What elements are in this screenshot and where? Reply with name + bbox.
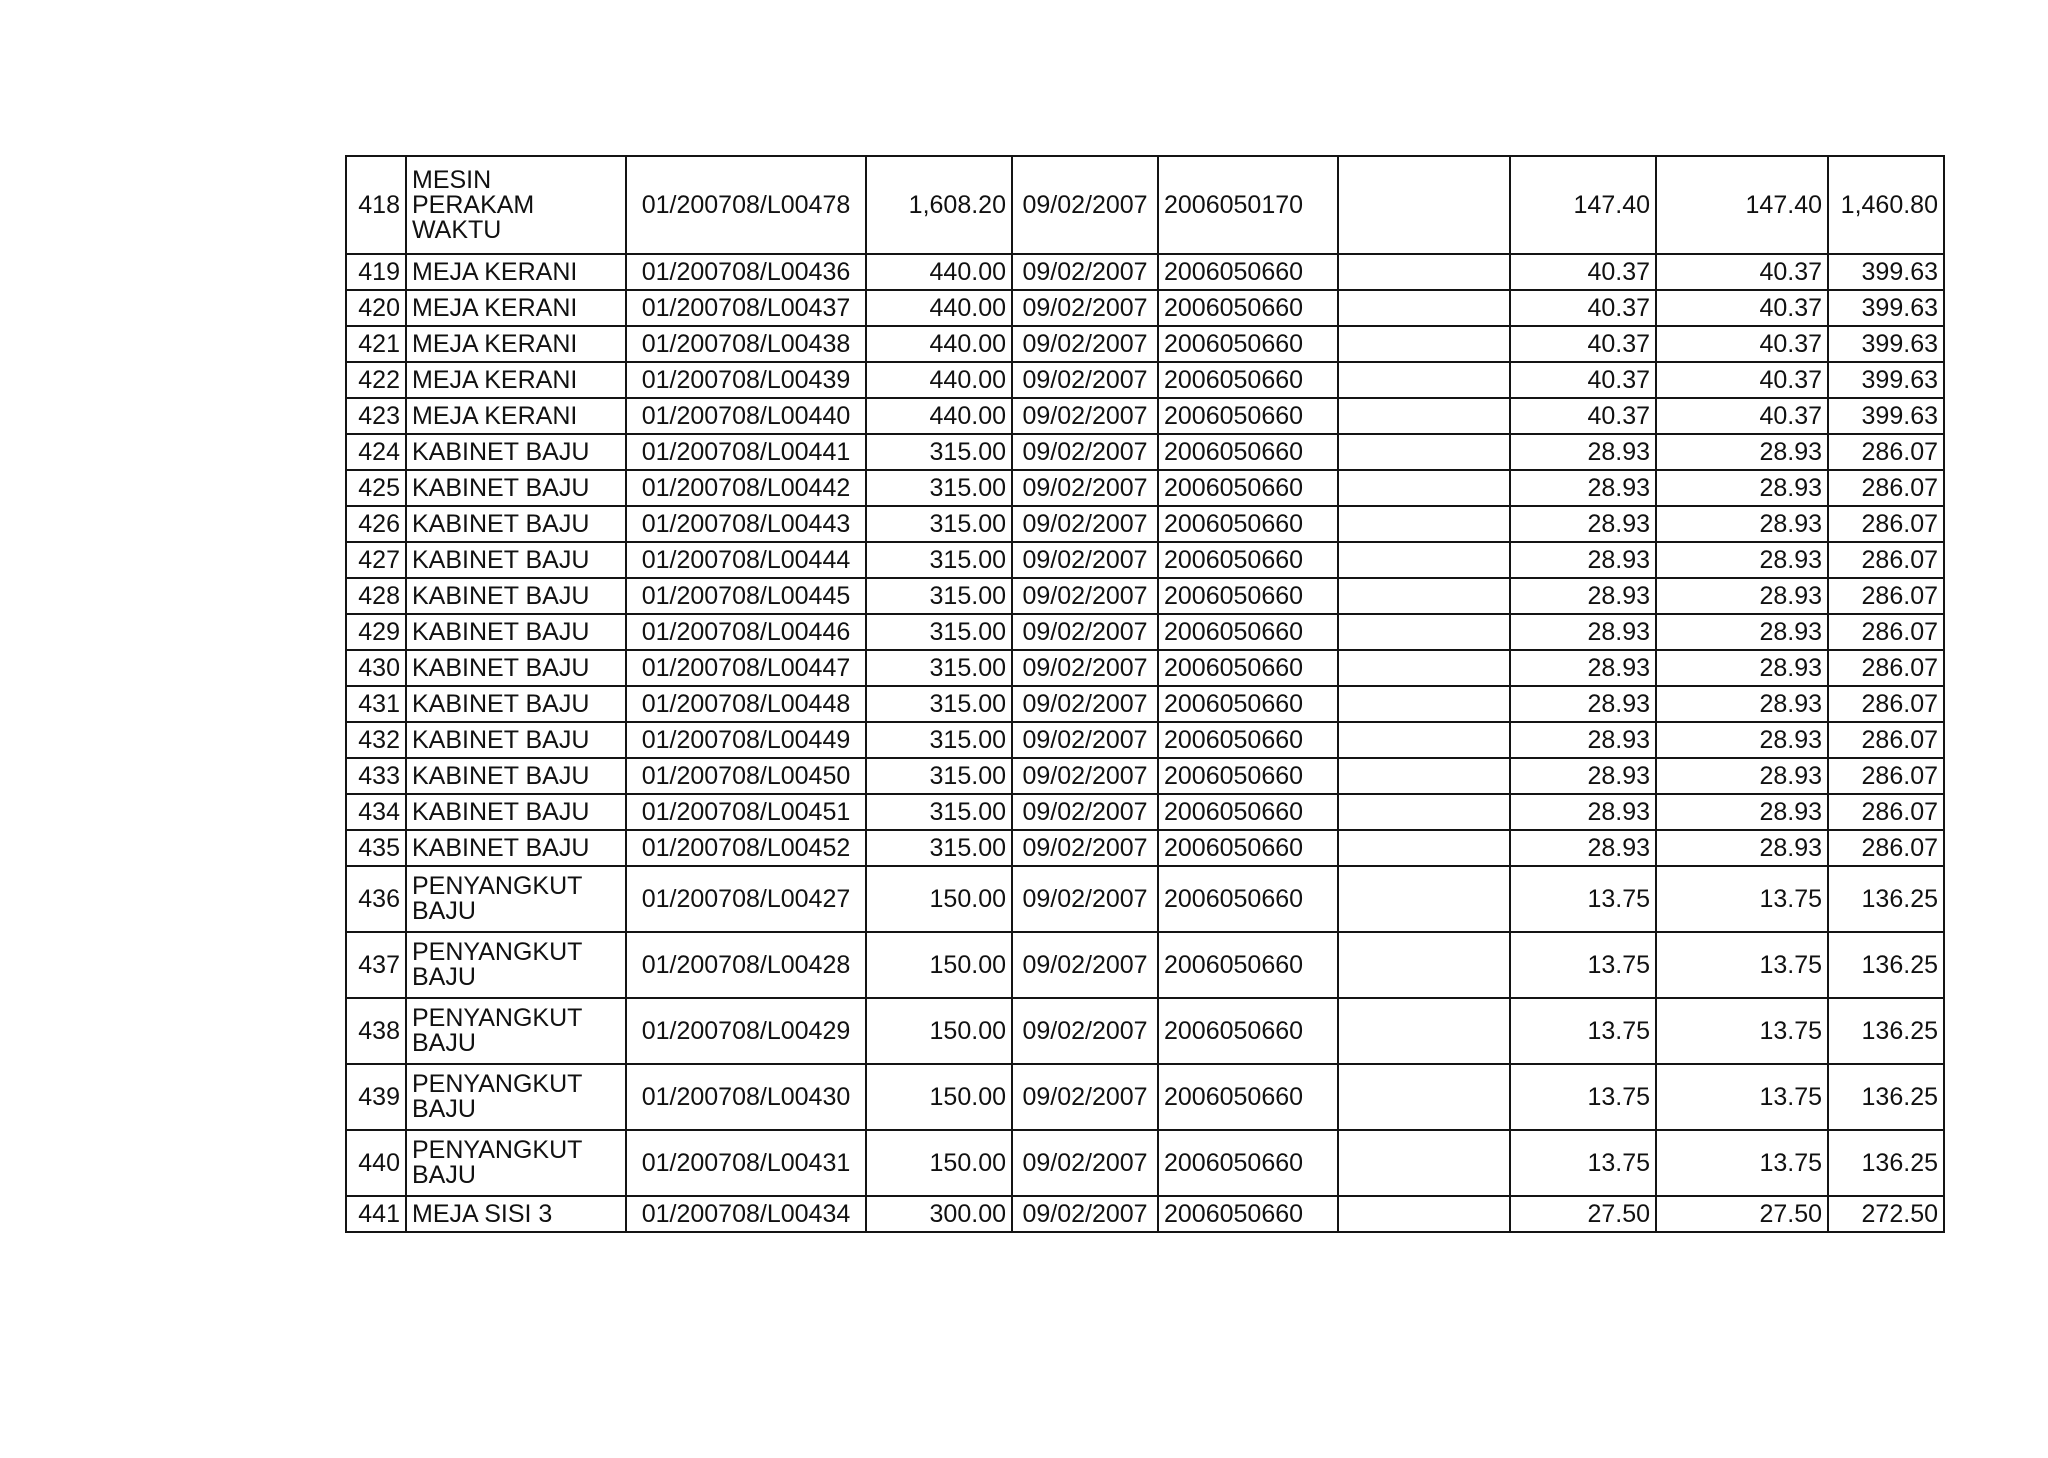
empty-cell bbox=[1338, 156, 1510, 254]
date-cell: 09/02/2007 bbox=[1012, 1130, 1158, 1196]
code-cell: 2006050660 bbox=[1158, 1130, 1338, 1196]
date-cell: 09/02/2007 bbox=[1012, 1064, 1158, 1130]
date-cell: 09/02/2007 bbox=[1012, 506, 1158, 542]
empty-cell bbox=[1338, 1196, 1510, 1232]
row-number-cell: 424 bbox=[346, 434, 406, 470]
accumulated-cell: 40.37 bbox=[1656, 326, 1828, 362]
item-description-cell: KABINET BAJU bbox=[406, 830, 626, 866]
depreciation-cell: 147.40 bbox=[1510, 156, 1656, 254]
empty-cell bbox=[1338, 686, 1510, 722]
accumulated-cell: 28.93 bbox=[1656, 686, 1828, 722]
reference-number-cell: 01/200708/L00439 bbox=[626, 362, 866, 398]
row-number-cell: 429 bbox=[346, 614, 406, 650]
reference-number-cell: 01/200708/L00436 bbox=[626, 254, 866, 290]
date-cell: 09/02/2007 bbox=[1012, 326, 1158, 362]
net-book-value-cell: 136.25 bbox=[1828, 998, 1944, 1064]
reference-number-cell: 01/200708/L00438 bbox=[626, 326, 866, 362]
accumulated-cell: 28.93 bbox=[1656, 794, 1828, 830]
date-cell: 09/02/2007 bbox=[1012, 542, 1158, 578]
row-number-cell: 432 bbox=[346, 722, 406, 758]
item-description-cell: MEJA KERANI bbox=[406, 362, 626, 398]
net-book-value-cell: 136.25 bbox=[1828, 866, 1944, 932]
row-number-cell: 433 bbox=[346, 758, 406, 794]
net-book-value-cell: 399.63 bbox=[1828, 290, 1944, 326]
row-number-cell: 437 bbox=[346, 932, 406, 998]
code-cell: 2006050660 bbox=[1158, 578, 1338, 614]
net-book-value-cell: 136.25 bbox=[1828, 1130, 1944, 1196]
net-book-value-cell: 286.07 bbox=[1828, 614, 1944, 650]
depreciation-cell: 27.50 bbox=[1510, 1196, 1656, 1232]
item-description-cell: KABINET BAJU bbox=[406, 686, 626, 722]
empty-cell bbox=[1338, 998, 1510, 1064]
net-book-value-cell: 399.63 bbox=[1828, 362, 1944, 398]
accumulated-cell: 28.93 bbox=[1656, 434, 1828, 470]
net-book-value-cell: 286.07 bbox=[1828, 686, 1944, 722]
cost-cell: 315.00 bbox=[866, 686, 1012, 722]
code-cell: 2006050660 bbox=[1158, 542, 1338, 578]
asset-register-table bbox=[345, 155, 1945, 1233]
depreciation-cell: 28.93 bbox=[1510, 506, 1656, 542]
cost-cell: 150.00 bbox=[866, 998, 1012, 1064]
item-description-cell: PENYANGKUT BAJU bbox=[406, 998, 626, 1064]
accumulated-cell: 147.40 bbox=[1656, 156, 1828, 254]
cost-cell: 440.00 bbox=[866, 326, 1012, 362]
reference-number-cell: 01/200708/L00451 bbox=[626, 794, 866, 830]
empty-cell bbox=[1338, 434, 1510, 470]
empty-cell bbox=[1338, 866, 1510, 932]
accumulated-cell: 40.37 bbox=[1656, 290, 1828, 326]
accumulated-cell: 40.37 bbox=[1656, 254, 1828, 290]
item-description-cell: KABINET BAJU bbox=[406, 506, 626, 542]
depreciation-cell: 28.93 bbox=[1510, 758, 1656, 794]
reference-number-cell: 01/200708/L00449 bbox=[626, 722, 866, 758]
table-row bbox=[346, 362, 1944, 398]
net-book-value-cell: 286.07 bbox=[1828, 758, 1944, 794]
depreciation-cell: 28.93 bbox=[1510, 614, 1656, 650]
cost-cell: 315.00 bbox=[866, 470, 1012, 506]
reference-number-cell: 01/200708/L00431 bbox=[626, 1130, 866, 1196]
empty-cell bbox=[1338, 506, 1510, 542]
table-row bbox=[346, 830, 1944, 866]
item-description-cell: KABINET BAJU bbox=[406, 794, 626, 830]
accumulated-cell: 40.37 bbox=[1656, 362, 1828, 398]
cost-cell: 440.00 bbox=[866, 362, 1012, 398]
table-row bbox=[346, 794, 1944, 830]
net-book-value-cell: 399.63 bbox=[1828, 398, 1944, 434]
cost-cell: 315.00 bbox=[866, 722, 1012, 758]
net-book-value-cell: 399.63 bbox=[1828, 326, 1944, 362]
table-row bbox=[346, 686, 1944, 722]
code-cell: 2006050660 bbox=[1158, 794, 1338, 830]
cost-cell: 440.00 bbox=[866, 398, 1012, 434]
date-cell: 09/02/2007 bbox=[1012, 758, 1158, 794]
empty-cell bbox=[1338, 722, 1510, 758]
code-cell: 2006050660 bbox=[1158, 1196, 1338, 1232]
date-cell: 09/02/2007 bbox=[1012, 1196, 1158, 1232]
cost-cell: 150.00 bbox=[866, 1130, 1012, 1196]
item-description-cell: MEJA KERANI bbox=[406, 398, 626, 434]
net-book-value-cell: 286.07 bbox=[1828, 578, 1944, 614]
cost-cell: 315.00 bbox=[866, 506, 1012, 542]
table-body bbox=[346, 156, 1944, 1232]
net-book-value-cell: 286.07 bbox=[1828, 830, 1944, 866]
depreciation-cell: 40.37 bbox=[1510, 362, 1656, 398]
code-cell: 2006050660 bbox=[1158, 650, 1338, 686]
empty-cell bbox=[1338, 542, 1510, 578]
empty-cell bbox=[1338, 614, 1510, 650]
depreciation-cell: 40.37 bbox=[1510, 254, 1656, 290]
depreciation-cell: 28.93 bbox=[1510, 686, 1656, 722]
table-row bbox=[346, 290, 1944, 326]
reference-number-cell: 01/200708/L00441 bbox=[626, 434, 866, 470]
net-book-value-cell: 286.07 bbox=[1828, 650, 1944, 686]
code-cell: 2006050660 bbox=[1158, 254, 1338, 290]
reference-number-cell: 01/200708/L00440 bbox=[626, 398, 866, 434]
net-book-value-cell: 286.07 bbox=[1828, 794, 1944, 830]
code-cell: 2006050660 bbox=[1158, 398, 1338, 434]
date-cell: 09/02/2007 bbox=[1012, 470, 1158, 506]
table-row bbox=[346, 1064, 1944, 1130]
code-cell: 2006050660 bbox=[1158, 470, 1338, 506]
cost-cell: 315.00 bbox=[866, 650, 1012, 686]
empty-cell bbox=[1338, 326, 1510, 362]
reference-number-cell: 01/200708/L00442 bbox=[626, 470, 866, 506]
empty-cell bbox=[1338, 1064, 1510, 1130]
accumulated-cell: 28.93 bbox=[1656, 542, 1828, 578]
item-description-cell: KABINET BAJU bbox=[406, 470, 626, 506]
table-row bbox=[346, 542, 1944, 578]
table-row bbox=[346, 998, 1944, 1064]
date-cell: 09/02/2007 bbox=[1012, 614, 1158, 650]
reference-number-cell: 01/200708/L00446 bbox=[626, 614, 866, 650]
accumulated-cell: 28.93 bbox=[1656, 650, 1828, 686]
row-number-cell: 436 bbox=[346, 866, 406, 932]
net-book-value-cell: 1,460.80 bbox=[1828, 156, 1944, 254]
accumulated-cell: 13.75 bbox=[1656, 998, 1828, 1064]
date-cell: 09/02/2007 bbox=[1012, 290, 1158, 326]
empty-cell bbox=[1338, 1130, 1510, 1196]
net-book-value-cell: 399.63 bbox=[1828, 254, 1944, 290]
table-row bbox=[346, 1130, 1944, 1196]
date-cell: 09/02/2007 bbox=[1012, 998, 1158, 1064]
table-row bbox=[346, 470, 1944, 506]
item-description-cell: MEJA KERANI bbox=[406, 254, 626, 290]
reference-number-cell: 01/200708/L00429 bbox=[626, 998, 866, 1064]
accumulated-cell: 28.93 bbox=[1656, 506, 1828, 542]
code-cell: 2006050660 bbox=[1158, 434, 1338, 470]
item-description-cell: MESIN PERAKAM WAKTU bbox=[406, 156, 626, 254]
date-cell: 09/02/2007 bbox=[1012, 362, 1158, 398]
table-row bbox=[346, 434, 1944, 470]
item-description-cell: PENYANGKUT BAJU bbox=[406, 1064, 626, 1130]
accumulated-cell: 13.75 bbox=[1656, 866, 1828, 932]
date-cell: 09/02/2007 bbox=[1012, 434, 1158, 470]
net-book-value-cell: 286.07 bbox=[1828, 542, 1944, 578]
item-description-cell: KABINET BAJU bbox=[406, 614, 626, 650]
net-book-value-cell: 286.07 bbox=[1828, 434, 1944, 470]
cost-cell: 150.00 bbox=[866, 1064, 1012, 1130]
net-book-value-cell: 286.07 bbox=[1828, 722, 1944, 758]
code-cell: 2006050660 bbox=[1158, 290, 1338, 326]
row-number-cell: 440 bbox=[346, 1130, 406, 1196]
cost-cell: 315.00 bbox=[866, 578, 1012, 614]
row-number-cell: 434 bbox=[346, 794, 406, 830]
code-cell: 2006050660 bbox=[1158, 362, 1338, 398]
reference-number-cell: 01/200708/L00478 bbox=[626, 156, 866, 254]
accumulated-cell: 28.93 bbox=[1656, 578, 1828, 614]
row-number-cell: 423 bbox=[346, 398, 406, 434]
empty-cell bbox=[1338, 578, 1510, 614]
accumulated-cell: 28.93 bbox=[1656, 830, 1828, 866]
cost-cell: 150.00 bbox=[866, 932, 1012, 998]
item-description-cell: KABINET BAJU bbox=[406, 650, 626, 686]
date-cell: 09/02/2007 bbox=[1012, 830, 1158, 866]
accumulated-cell: 28.93 bbox=[1656, 722, 1828, 758]
table-row bbox=[346, 614, 1944, 650]
date-cell: 09/02/2007 bbox=[1012, 578, 1158, 614]
depreciation-cell: 28.93 bbox=[1510, 542, 1656, 578]
depreciation-cell: 13.75 bbox=[1510, 1130, 1656, 1196]
reference-number-cell: 01/200708/L00430 bbox=[626, 1064, 866, 1130]
row-number-cell: 426 bbox=[346, 506, 406, 542]
empty-cell bbox=[1338, 830, 1510, 866]
item-description-cell: KABINET BAJU bbox=[406, 722, 626, 758]
empty-cell bbox=[1338, 794, 1510, 830]
row-number-cell: 439 bbox=[346, 1064, 406, 1130]
accumulated-cell: 27.50 bbox=[1656, 1196, 1828, 1232]
depreciation-cell: 13.75 bbox=[1510, 998, 1656, 1064]
net-book-value-cell: 136.25 bbox=[1828, 1064, 1944, 1130]
cost-cell: 440.00 bbox=[866, 290, 1012, 326]
item-description-cell: KABINET BAJU bbox=[406, 434, 626, 470]
depreciation-cell: 28.93 bbox=[1510, 722, 1656, 758]
depreciation-cell: 28.93 bbox=[1510, 434, 1656, 470]
accumulated-cell: 13.75 bbox=[1656, 1130, 1828, 1196]
date-cell: 09/02/2007 bbox=[1012, 866, 1158, 932]
table-row bbox=[346, 932, 1944, 998]
empty-cell bbox=[1338, 290, 1510, 326]
depreciation-cell: 13.75 bbox=[1510, 866, 1656, 932]
reference-number-cell: 01/200708/L00448 bbox=[626, 686, 866, 722]
row-number-cell: 430 bbox=[346, 650, 406, 686]
code-cell: 2006050660 bbox=[1158, 758, 1338, 794]
depreciation-cell: 28.93 bbox=[1510, 650, 1656, 686]
item-description-cell: PENYANGKUT BAJU bbox=[406, 1130, 626, 1196]
net-book-value-cell: 136.25 bbox=[1828, 932, 1944, 998]
row-number-cell: 421 bbox=[346, 326, 406, 362]
reference-number-cell: 01/200708/L00434 bbox=[626, 1196, 866, 1232]
accumulated-cell: 28.93 bbox=[1656, 470, 1828, 506]
code-cell: 2006050660 bbox=[1158, 326, 1338, 362]
reference-number-cell: 01/200708/L00450 bbox=[626, 758, 866, 794]
row-number-cell: 425 bbox=[346, 470, 406, 506]
table-row bbox=[346, 866, 1944, 932]
depreciation-cell: 28.93 bbox=[1510, 470, 1656, 506]
table-row bbox=[346, 398, 1944, 434]
date-cell: 09/02/2007 bbox=[1012, 398, 1158, 434]
reference-number-cell: 01/200708/L00444 bbox=[626, 542, 866, 578]
row-number-cell: 431 bbox=[346, 686, 406, 722]
cost-cell: 315.00 bbox=[866, 758, 1012, 794]
empty-cell bbox=[1338, 650, 1510, 686]
code-cell: 2006050660 bbox=[1158, 998, 1338, 1064]
code-cell: 2006050660 bbox=[1158, 686, 1338, 722]
item-description-cell: PENYANGKUT BAJU bbox=[406, 866, 626, 932]
code-cell: 2006050660 bbox=[1158, 932, 1338, 998]
item-description-cell: KABINET BAJU bbox=[406, 542, 626, 578]
accumulated-cell: 40.37 bbox=[1656, 398, 1828, 434]
table-row bbox=[346, 650, 1944, 686]
empty-cell bbox=[1338, 254, 1510, 290]
net-book-value-cell: 286.07 bbox=[1828, 470, 1944, 506]
depreciation-cell: 28.93 bbox=[1510, 794, 1656, 830]
table-row bbox=[346, 156, 1944, 254]
empty-cell bbox=[1338, 398, 1510, 434]
table-row bbox=[346, 326, 1944, 362]
depreciation-cell: 13.75 bbox=[1510, 1064, 1656, 1130]
accumulated-cell: 28.93 bbox=[1656, 758, 1828, 794]
accumulated-cell: 13.75 bbox=[1656, 932, 1828, 998]
cost-cell: 1,608.20 bbox=[866, 156, 1012, 254]
reference-number-cell: 01/200708/L00445 bbox=[626, 578, 866, 614]
depreciation-cell: 13.75 bbox=[1510, 932, 1656, 998]
row-number-cell: 419 bbox=[346, 254, 406, 290]
table-row bbox=[346, 254, 1944, 290]
empty-cell bbox=[1338, 470, 1510, 506]
cost-cell: 315.00 bbox=[866, 830, 1012, 866]
empty-cell bbox=[1338, 758, 1510, 794]
cost-cell: 300.00 bbox=[866, 1196, 1012, 1232]
net-book-value-cell: 286.07 bbox=[1828, 506, 1944, 542]
code-cell: 2006050170 bbox=[1158, 156, 1338, 254]
code-cell: 2006050660 bbox=[1158, 866, 1338, 932]
row-number-cell: 422 bbox=[346, 362, 406, 398]
depreciation-cell: 28.93 bbox=[1510, 578, 1656, 614]
row-number-cell: 420 bbox=[346, 290, 406, 326]
reference-number-cell: 01/200708/L00452 bbox=[626, 830, 866, 866]
date-cell: 09/02/2007 bbox=[1012, 650, 1158, 686]
row-number-cell: 428 bbox=[346, 578, 406, 614]
row-number-cell: 418 bbox=[346, 156, 406, 254]
item-description-cell: MEJA SISI 3 bbox=[406, 1196, 626, 1232]
accumulated-cell: 28.93 bbox=[1656, 614, 1828, 650]
cost-cell: 150.00 bbox=[866, 866, 1012, 932]
reference-number-cell: 01/200708/L00443 bbox=[626, 506, 866, 542]
row-number-cell: 427 bbox=[346, 542, 406, 578]
date-cell: 09/02/2007 bbox=[1012, 932, 1158, 998]
cost-cell: 315.00 bbox=[866, 434, 1012, 470]
row-number-cell: 438 bbox=[346, 998, 406, 1064]
reference-number-cell: 01/200708/L00428 bbox=[626, 932, 866, 998]
date-cell: 09/02/2007 bbox=[1012, 794, 1158, 830]
cost-cell: 315.00 bbox=[866, 794, 1012, 830]
code-cell: 2006050660 bbox=[1158, 830, 1338, 866]
empty-cell bbox=[1338, 362, 1510, 398]
date-cell: 09/02/2007 bbox=[1012, 254, 1158, 290]
code-cell: 2006050660 bbox=[1158, 506, 1338, 542]
depreciation-cell: 40.37 bbox=[1510, 326, 1656, 362]
empty-cell bbox=[1338, 932, 1510, 998]
date-cell: 09/02/2007 bbox=[1012, 722, 1158, 758]
depreciation-cell: 40.37 bbox=[1510, 398, 1656, 434]
cost-cell: 315.00 bbox=[866, 614, 1012, 650]
item-description-cell: PENYANGKUT BAJU bbox=[406, 932, 626, 998]
table-row bbox=[346, 578, 1944, 614]
row-number-cell: 435 bbox=[346, 830, 406, 866]
cost-cell: 315.00 bbox=[866, 542, 1012, 578]
reference-number-cell: 01/200708/L00427 bbox=[626, 866, 866, 932]
accumulated-cell: 13.75 bbox=[1656, 1064, 1828, 1130]
table-row bbox=[346, 1196, 1944, 1232]
reference-number-cell: 01/200708/L00437 bbox=[626, 290, 866, 326]
item-description-cell: KABINET BAJU bbox=[406, 578, 626, 614]
cost-cell: 440.00 bbox=[866, 254, 1012, 290]
table-row bbox=[346, 506, 1944, 542]
code-cell: 2006050660 bbox=[1158, 722, 1338, 758]
table-row bbox=[346, 722, 1944, 758]
row-number-cell: 441 bbox=[346, 1196, 406, 1232]
code-cell: 2006050660 bbox=[1158, 614, 1338, 650]
depreciation-cell: 28.93 bbox=[1510, 830, 1656, 866]
depreciation-cell: 40.37 bbox=[1510, 290, 1656, 326]
item-description-cell: MEJA KERANI bbox=[406, 290, 626, 326]
reference-number-cell: 01/200708/L00447 bbox=[626, 650, 866, 686]
item-description-cell: MEJA KERANI bbox=[406, 326, 626, 362]
net-book-value-cell: 272.50 bbox=[1828, 1196, 1944, 1232]
date-cell: 09/02/2007 bbox=[1012, 686, 1158, 722]
date-cell: 09/02/2007 bbox=[1012, 156, 1158, 254]
table-row bbox=[346, 758, 1944, 794]
code-cell: 2006050660 bbox=[1158, 1064, 1338, 1130]
item-description-cell: KABINET BAJU bbox=[406, 758, 626, 794]
